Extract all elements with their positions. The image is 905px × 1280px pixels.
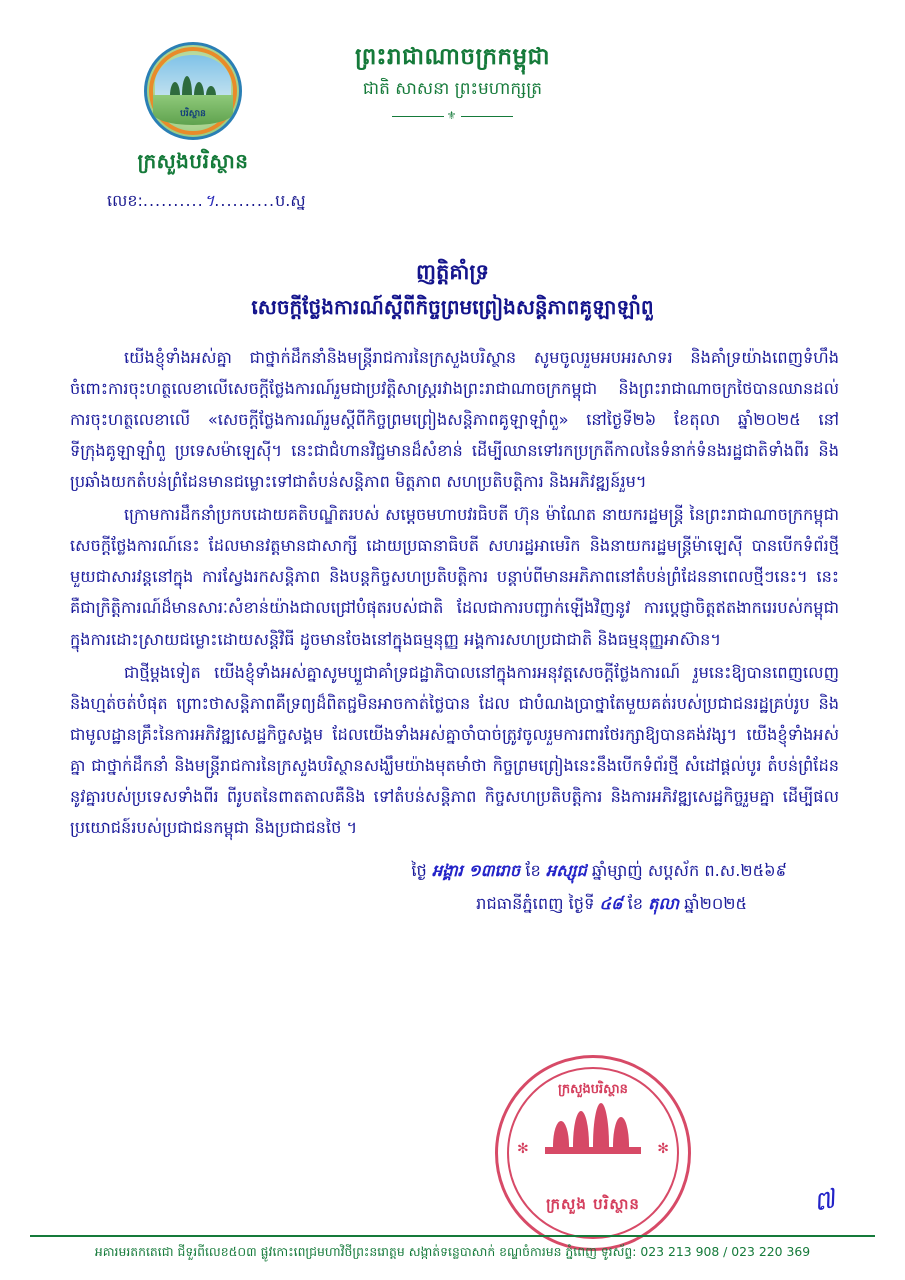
footer-divider bbox=[30, 1235, 875, 1237]
document-body bbox=[48, 342, 857, 844]
reference-dots-1: .......... bbox=[142, 191, 204, 210]
stamp-temple-icon bbox=[551, 1101, 635, 1147]
emblem-inner-label: បរិស្ថាន bbox=[180, 109, 206, 119]
ministry-logo-block bbox=[103, 42, 306, 214]
date-line1-suffix: ឆ្នាំម្សាញ់ សប្តស័ក ព.ស.២៥៦៩ bbox=[591, 861, 787, 881]
kingdom-motto-line: ជាតិ សាសនា ព្រះមហាក្សត្រ bbox=[362, 78, 543, 99]
reference-number-line bbox=[103, 190, 306, 214]
date-line1-handwriting-day: អង្គារ ១៣រោច bbox=[431, 861, 521, 881]
date-line1-prefix: ថ្ងៃ bbox=[411, 861, 427, 881]
stamp-star-right-icon: ✻ bbox=[657, 1141, 669, 1157]
stamp-temple-base bbox=[545, 1147, 641, 1154]
reference-handwriting: ។ bbox=[203, 191, 215, 210]
document-footer bbox=[0, 1235, 905, 1262]
body-paragraph: ក្រោមការដឹកនាំប្រកបដោយគតិបណ្ឌិតរបស់ សម្តេចមហាបវរធិបតី ហ៊ុន ម៉ាណែត នាយករដ្ឋមន្ត្រី នៃព្រះរាជាណាចក្រកម្ពុជា សេចក្តីថ្លែងការណ៍នេះ ដែលមានវត្តមានជាសាក្សី ដោយប្រធានាធិបតី សហរដ្ឋអាមេរិក និងនាយករដ្ឋមន្ត្រីម៉ាឡេស៊ី បានបើកទំព័រថ្មីមួយជាសារវន្តនៅក្នុង ការស្វែងរកសន្តិភាព និងបន្តកិច្ចសហប្រតិបត្តិការ បន្តាប់ពីមានអភិភាពនៅតំបន់ព្រំដែននាពេលថ្មីៗនេះ។ នេះគឺជាក្រិត្តិការណ៍ដ៏មានសារៈសំខាន់យ៉ាងជាលជ្រៅបំផុតរបស់ជាតិ ដែលជាការបញ្ជាក់ឡើងវិញនូវ ការប្តេជ្ញាចិត្តឥតងាករេរបស់កម្ពុជាក្នុងការដោះស្រាយជម្លោះដោយសន្តិវិធី ដូចមានចែងនៅក្នុងធម្មនុញ្ញ អង្គការសហប្រជាជាតិ និងធម្មនុញ្ញអាស៊ាន។ bbox=[70, 505, 839, 649]
date-line-khmer-calendar bbox=[48, 855, 787, 887]
stamp-top-text: ក្រសួងបរិស្ថាន bbox=[558, 1082, 628, 1097]
reference-prefix: លេខ: bbox=[107, 191, 143, 210]
document-title-line2: សេចក្តីថ្លែងការណ៍ស្តីពីកិច្ចព្រមព្រៀងសន្តិភាពគូឡាឡាំពួ bbox=[251, 294, 654, 319]
emblem-temple-icon bbox=[170, 73, 216, 97]
date-line2-prefix: រាជធានីភ្នំពេញ ថ្ងៃទី bbox=[476, 893, 595, 913]
kingdom-title-line1: ព្រះរាជាណាចក្រកម្ពុជា bbox=[354, 44, 551, 70]
ornament-glyph: ⚜ bbox=[446, 109, 459, 123]
date-block bbox=[48, 855, 857, 920]
signature-mark: ៧ bbox=[810, 1184, 838, 1218]
date-line2-suffix: ឆ្នាំ២០២៥ bbox=[684, 893, 747, 913]
date-line2-mid: ខែ bbox=[627, 893, 644, 913]
reference-dots-2: .......... bbox=[214, 191, 276, 210]
date-line1-mid: ខែ bbox=[525, 861, 541, 881]
header-ornament-divider bbox=[363, 109, 543, 122]
body-paragraph: ជាថ្មីម្តងទៀត យើងខ្ញុំទាំងអស់គ្នាសូមប្បួជាគាំទ្រជដ្ឋាភិបាលនៅក្នុងការអនុវត្តសេចក្តីថ្លែងការណ៍ រួមនេះឱ្យបានពេញលេញ និងហ្មត់ចត់បំផុត ព្រោះថាសន្តិភាពគឺទ្រព្យដ៏ពិតជ្ជមិនអាចកាត់ថ្លៃបាន ដែល ជាបំណងប្រាថ្នាតែមួយគត់របស់ប្រជាជនរដ្ឋគ្រប់រូប និងជាមូលដ្ឋានគ្រឹះនៃការអភិវឌ្ឍសេដ្ឋកិច្ចសង្គម ដែលយើងទាំងអស់គ្នាចាំបាច់ត្រូវចូលរួមការពារថែរក្សាឱ្យបានគង់វង្ស។ យើងខ្ញុំទាំងអស់គ្នា ជាថ្នាក់ដឹកនាំ និងមន្ត្រីរាជការនៃក្រសួងបរិស្ថានសង្ឃឹមយ៉ាងមុតមាំថា កិច្ចព្រមព្រៀងនេះនឹងបើកទំព័រថ្មី សំដៅផ្តល់បូរ តំបន់ព្រំដែននូវគ្នារបស់ប្រទេសទាំងពីរ ពីរូបតនៃពាតតាលគឺនិង ទៅតំបន់សន្តិភាព កិច្ចសហប្រតិបត្តិការ និងការអភិវឌ្ឍសេដ្ឋកិច្ចរួមគ្នា ដើម្បីផលប្រយោជន៍របស់ប្រជាជនកម្ពុជា និងប្រជាជនថៃ ។ bbox=[70, 662, 839, 838]
ministry-emblem-icon bbox=[144, 42, 242, 140]
date-line-gregorian bbox=[48, 888, 787, 920]
stamp-star-left-icon: ✻ bbox=[517, 1141, 529, 1157]
official-stamp bbox=[495, 1055, 691, 1251]
reference-suffix: ប.ស្ន bbox=[275, 191, 306, 210]
footer-address-text: អគារមរតកតេជោ ជីទួរពីលេខ៥០៣ ផ្លូវកោះពេជ្រមហាវិថីព្រះនរោត្តម សង្កាត់ទន្លេបាសាក់ ខណ្ឌចំការមន ភ្នំពេញ ទូរស័ព្ទ: 023 213 908 / 023 220 369 bbox=[94, 1244, 811, 1260]
stamp-bottom-text: ក្រសួង បរិស្ថាន bbox=[546, 1195, 640, 1213]
body-paragraph: យើងខ្ញុំទាំងអស់គ្នា ជាថ្នាក់ដឹកនាំនិងមន្ត្រីរាជការនៃក្រសួងបរិស្ថាន សូមចូលរួមអបអរសាទរ និងគាំទ្រយ៉ាងពេញទំហឹង ចំពោះការចុះហត្ថលេខាលើសេចក្តីថ្លែងការណ៍រួមជាប្រវត្តិសាស្ត្ររវាងព្រះរាជាណាចក្រកម្ពុជា និងព្រះរាជាណាចក្រថៃបានឈានដល់ ការចុះហត្ថលេខាលើ «សេចក្តីថ្លែងការណ៍រួមស្តីពីកិច្ចព្រមព្រៀងសន្តិភាពគូឡាឡាំពួ» នៅថ្ងៃទី២៦ ខែតុលា ឆ្នាំ២០២៥ នៅទីក្រុងគូឡាឡាំពួ ប្រទេសម៉ាឡេស៊ី។ នេះជាជំហានវិជ្ជមានដ៏សំខាន់ ដើម្បីឈានទៅរកប្រក្រតីកាលនៃទំនាក់ទំនងរដ្ឋជាតិទាំងពីរ និងប្រឆាំងយកតំបន់ព្រំដែនមានជម្លោះទៅជាតំបន់សន្តិភាព មិត្តភាព សហប្រតិបត្តិការ និងអភិវឌ្ឍន៍រួម។ bbox=[70, 347, 839, 492]
document-title-block bbox=[48, 256, 857, 324]
document-header bbox=[48, 0, 857, 210]
document-title-line1: ញត្តិគាំទ្រ bbox=[416, 260, 489, 284]
date-line2-handwriting-day: ៤៨ bbox=[599, 893, 623, 913]
date-line1-handwriting-month: អស្សុជ bbox=[545, 861, 587, 881]
ministry-name-label: ក្រសួងបរិស្ថាន bbox=[137, 149, 249, 173]
date-line2-handwriting-month: តុលា bbox=[648, 893, 679, 913]
